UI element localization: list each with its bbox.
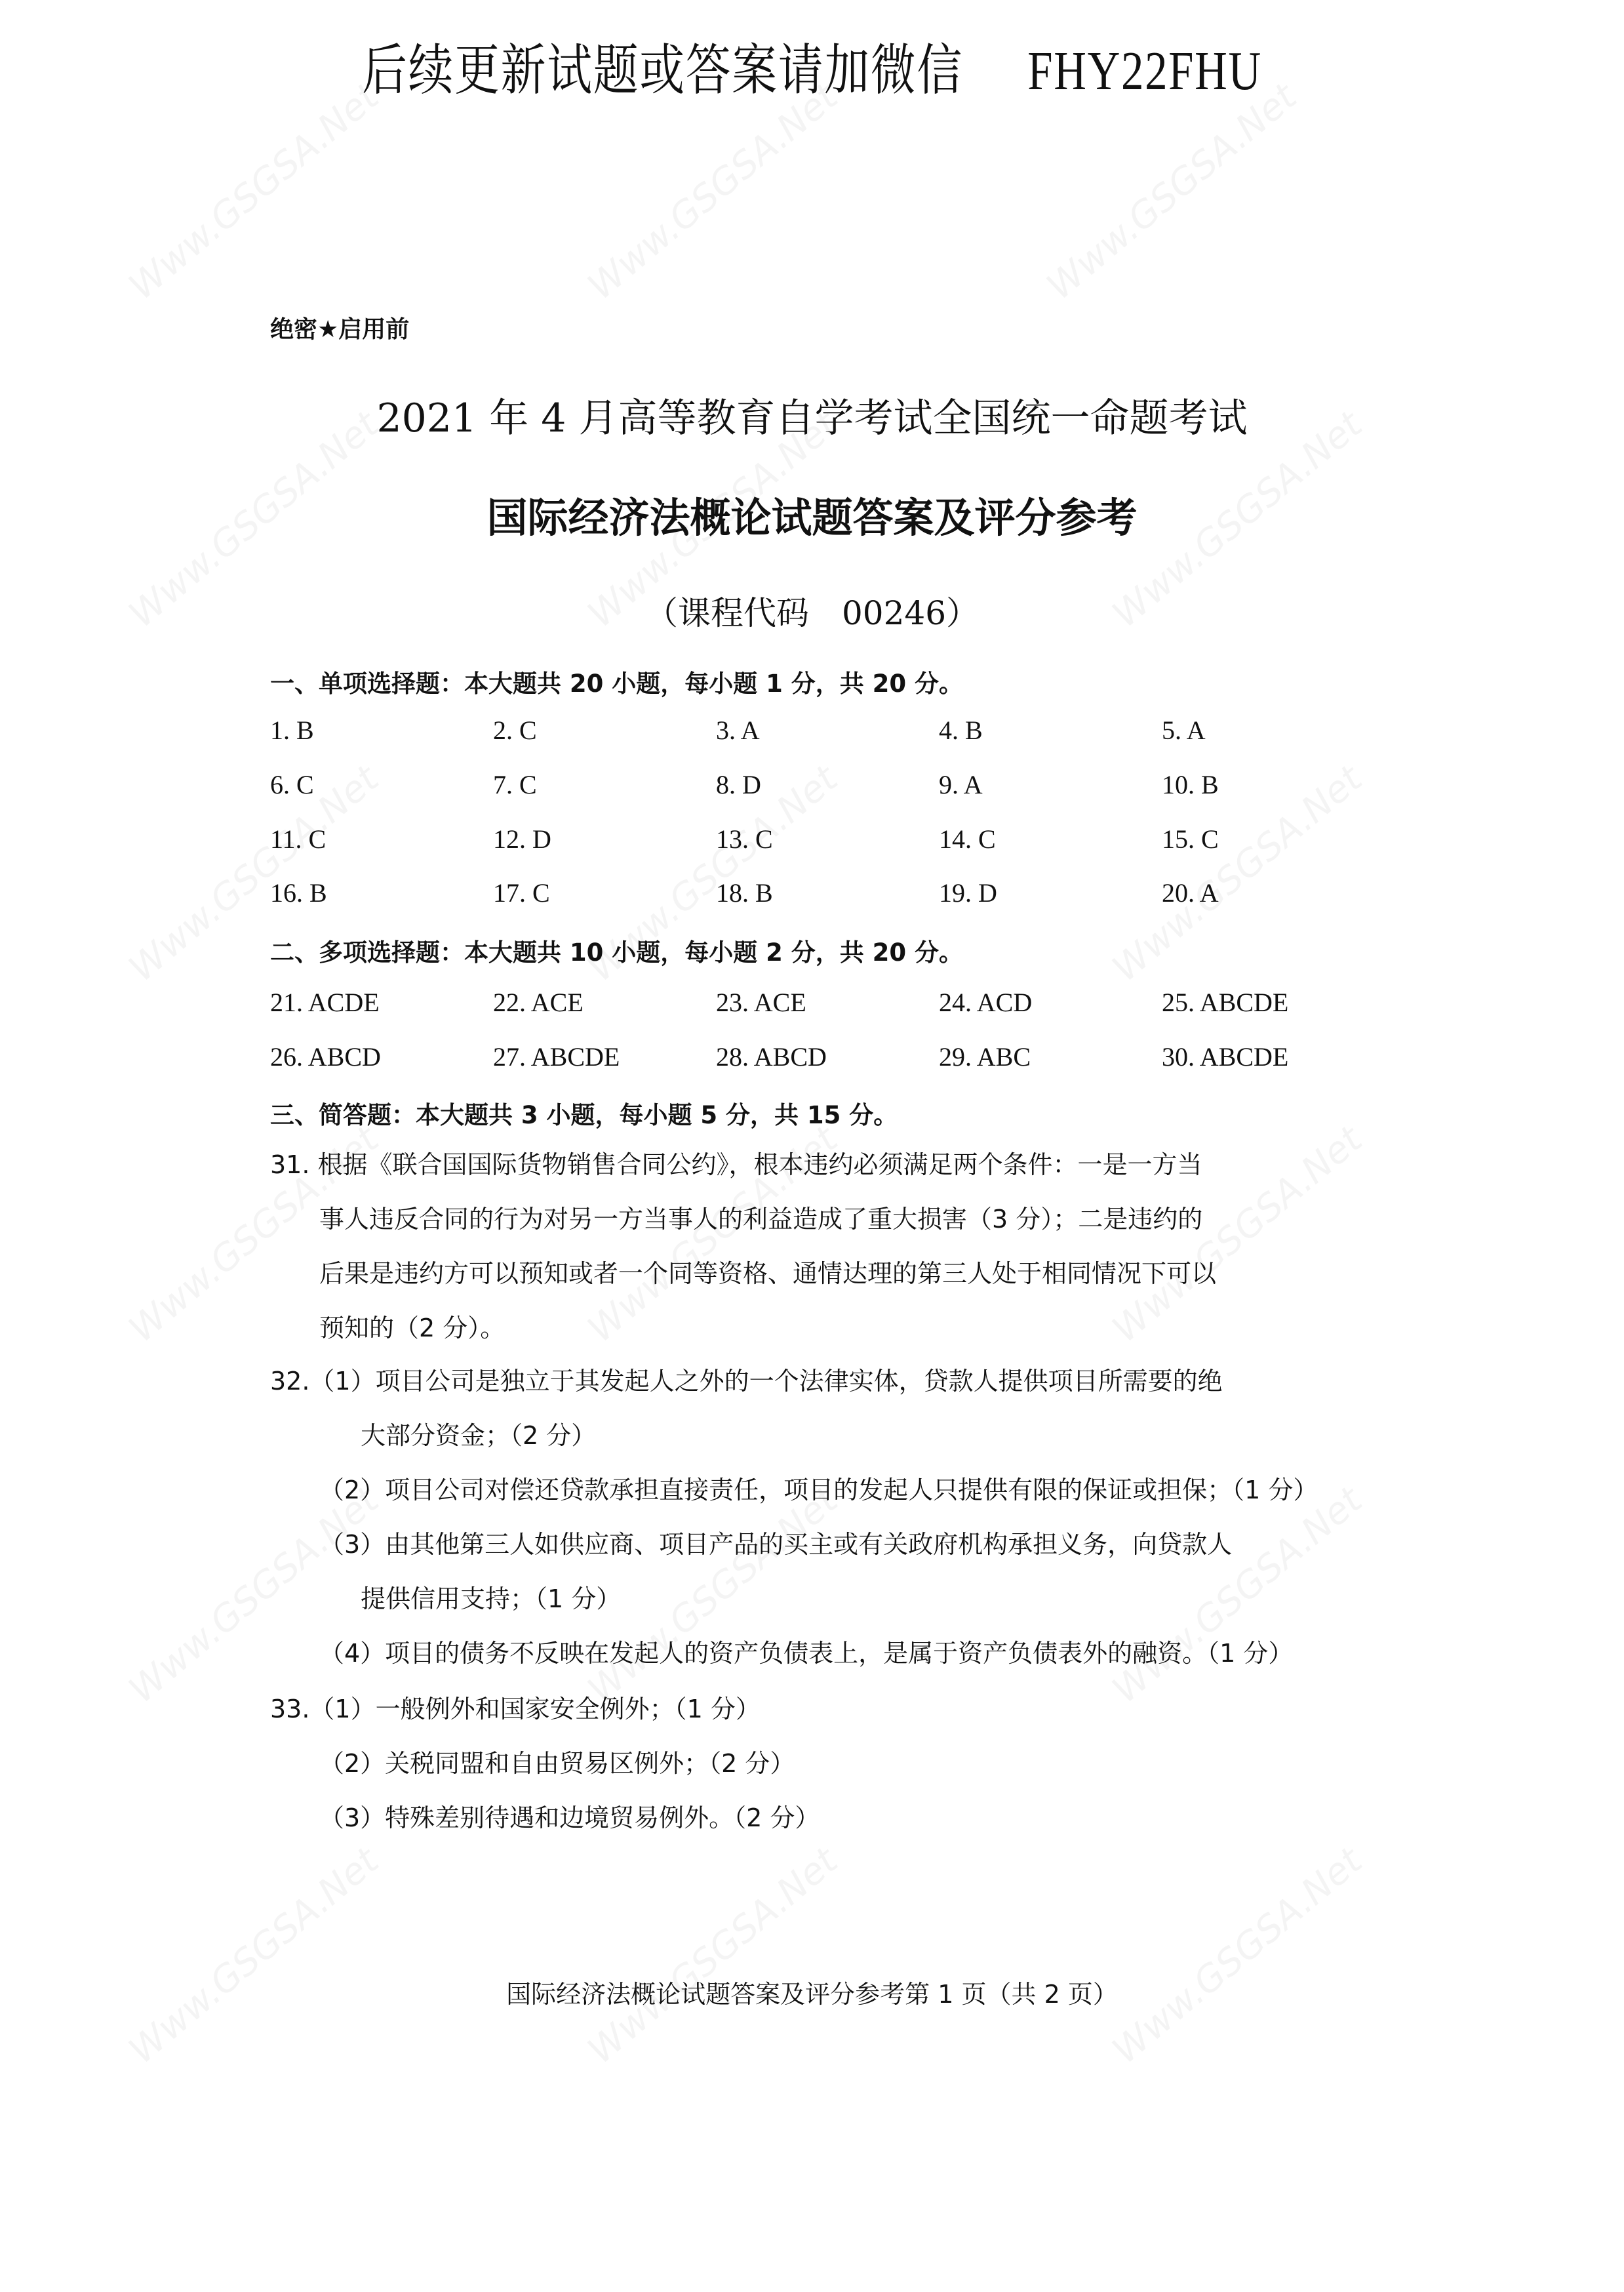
answer-row xyxy=(270,877,1385,917)
confidential-label: 绝密★启用前 xyxy=(270,316,410,343)
answer-cell: 6. C xyxy=(270,770,314,799)
answer-row xyxy=(270,824,1385,863)
answer-cell: 5. A xyxy=(1162,715,1206,745)
answer-cell: 4. B xyxy=(939,715,983,745)
section1-heading: 一、单项选择题：本大题共 20 小题，每小题 1 分，共 20 分。 xyxy=(270,670,964,698)
answer-cell: 15. C xyxy=(1162,824,1219,854)
answer-33 xyxy=(270,1682,1372,1845)
answer-cell: 8. D xyxy=(716,770,761,799)
answer-31-line: 预知的（2 分）。 xyxy=(319,1314,505,1342)
answer-cell: 22. ACE xyxy=(493,988,584,1017)
answer-cell: 16. B xyxy=(270,878,327,908)
answer-31-line: 31. 根据《联合国国际货物销售合同公约》，根本违约必须满足两个条件：一是一方当 xyxy=(270,1150,1202,1179)
exam-title: 2021 年 4 月高等教育自学考试全国统一命题考试 xyxy=(376,395,1248,441)
page-footer: 国际经济法概论试题答案及评分参考第 1 页（共 2 页） xyxy=(506,1980,1118,2009)
answer-cell: 26. ABCD xyxy=(270,1042,381,1072)
answer-cell: 21. ACDE xyxy=(270,988,380,1017)
answer-33-point: （2）关税同盟和自由贸易区例外；（2 分） xyxy=(319,1749,795,1778)
answer-32 xyxy=(270,1354,1372,1681)
watermark xyxy=(580,1840,846,2072)
answer-cell: 2. C xyxy=(493,715,537,745)
answer-cell: 18. B xyxy=(716,878,773,908)
answer-cell: 7. C xyxy=(493,770,537,799)
answer-row xyxy=(270,769,1385,809)
answer-32-point: 32.（1）项目公司是独立于其发起人之外的一个法律实体，贷款人提供项目所需要的绝 xyxy=(270,1367,1223,1396)
answer-row xyxy=(270,1041,1385,1081)
watermark xyxy=(121,1840,387,2072)
banner-text: 后续更新试题或答案请加微信 xyxy=(362,38,963,102)
answer-cell: 10. B xyxy=(1162,770,1219,799)
wechat-id: FHY22FHU xyxy=(1027,41,1262,102)
answer-32-point: （3）由其他第三人如供应商、项目产品的买主或有关政府机构承担义务，向贷款人 xyxy=(319,1530,1233,1559)
answer-row xyxy=(270,987,1385,1026)
answer-cell: 29. ABC xyxy=(939,1042,1031,1072)
section2-heading: 二、多项选择题：本大题共 10 小题，每小题 2 分，共 20 分。 xyxy=(270,938,964,967)
answer-cell: 24. ACD xyxy=(939,988,1033,1017)
answer-cell: 20. A xyxy=(1162,878,1219,908)
answer-cell: 25. ABCDE xyxy=(1162,988,1289,1017)
answer-31-line: 事人违反合同的行为对另一方当事人的利益造成了重大损害（3 分）；二是违约的 xyxy=(319,1205,1203,1234)
answer-33-point: 33.（1）一般例外和国家安全例外；（1 分） xyxy=(270,1695,761,1723)
answer-cell: 28. ABCD xyxy=(716,1042,827,1072)
answer-31 xyxy=(270,1138,1372,1356)
answer-cell: 13. C xyxy=(716,824,773,854)
watermark xyxy=(1105,1840,1370,2072)
watermark xyxy=(121,75,387,308)
answer-cell: 12. D xyxy=(493,824,551,854)
answer-cell: 23. ACE xyxy=(716,988,806,1017)
contact-banner xyxy=(146,26,1478,106)
answer-31-line: 后果是违约方可以预知或者一个同等资格、通情达理的第三人处于相同情况下可以 xyxy=(319,1259,1217,1288)
document-title: 国际经济法概论试题答案及评分参考 xyxy=(486,494,1138,542)
answer-33-point: （3）特殊差别待遇和边境贸易例外。（2 分） xyxy=(319,1803,820,1832)
section3-heading: 三、简答题：本大题共 3 小题，每小题 5 分，共 15 分。 xyxy=(270,1101,898,1129)
answer-32-point: （4）项目的债务不反映在发起人的资产负债表上，是属于资产负债表外的融资。（1 分） xyxy=(319,1639,1294,1668)
answer-cell: 3. A xyxy=(716,715,760,745)
course-code: （课程代码 00246） xyxy=(644,594,980,632)
answer-cell: 30. ABCDE xyxy=(1162,1042,1289,1072)
answer-cell: 9. A xyxy=(939,770,983,799)
answer-32-point: 提供信用支持；（1 分） xyxy=(361,1584,622,1613)
answer-cell: 1. B xyxy=(270,715,314,745)
answer-32-point: 大部分资金；（2 分） xyxy=(361,1421,597,1450)
answer-cell: 27. ABCDE xyxy=(493,1042,620,1072)
answer-32-point: （2）项目公司对偿还贷款承担直接责任，项目的发起人只提供有限的保证或担保；（1 分） xyxy=(319,1476,1318,1504)
answer-row xyxy=(270,715,1385,754)
watermark xyxy=(1039,75,1305,308)
answer-cell: 19. D xyxy=(939,878,997,908)
watermark xyxy=(580,75,846,308)
answer-cell: 17. C xyxy=(493,878,550,908)
answer-cell: 11. C xyxy=(270,824,327,854)
answer-cell: 14. C xyxy=(939,824,996,854)
